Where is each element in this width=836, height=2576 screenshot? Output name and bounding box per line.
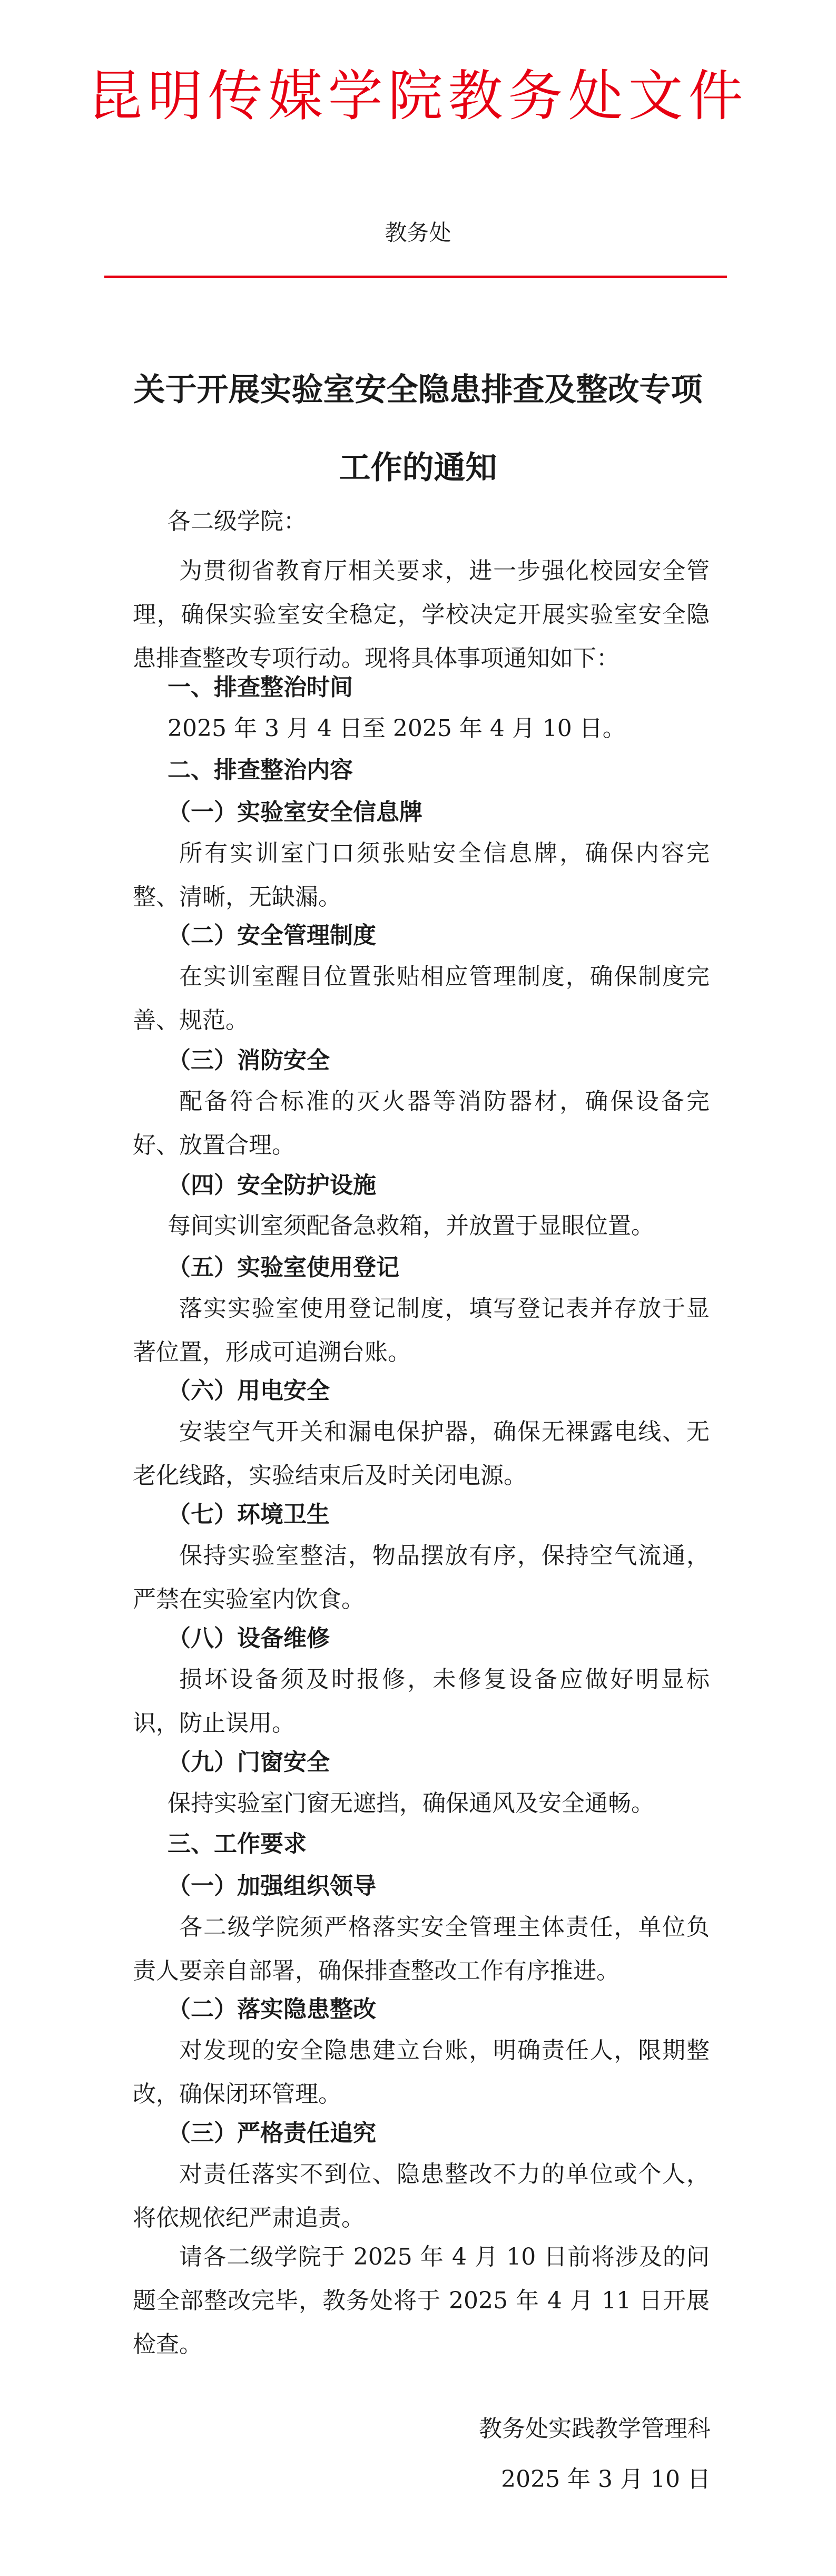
item-title: （六）用电安全	[168, 1377, 330, 1404]
salutation: 各二级学院：	[168, 508, 307, 535]
item-text: 落实实验室使用登记制度，填写登记表并存放于显著位置，形成可追溯台账。	[133, 1295, 710, 1366]
item-title: （九）门窗安全	[168, 1749, 330, 1776]
item-text: 损坏设备须及时报修，未修复设备应做好明显标识，防止误用。	[133, 1666, 710, 1737]
item-text: 配备符合标准的灭火器等消防器材，确保设备完好、放置合理。	[133, 1088, 710, 1159]
item-text: 对发现的安全隐患建立台账，明确责任人，限期整改，确保闭环管理。	[133, 2037, 710, 2108]
item-title: （四）安全防护设施	[168, 1172, 376, 1199]
item-text: 保持实验室整洁，物品摆放有序，保持空气流通，严禁在实验室内饮食。	[133, 1542, 710, 1613]
section-2-heading: 二、排查整治内容	[168, 757, 353, 783]
document-title-line1: 关于开展实验室安全隐患排查及整改专项	[133, 371, 703, 408]
section-3-heading: 三、工作要求	[168, 1830, 307, 1857]
red-divider	[104, 276, 727, 278]
signature-dept: 教务处实践教学管理科	[479, 2415, 711, 2442]
item-text: 安装空气开关和漏电保护器，确保无裸露电线、无老化线路，实验结束后及时关闭电源。	[133, 1418, 710, 1489]
item-title: （五）实验室使用登记	[168, 1254, 399, 1281]
item-title: （二）落实隐患整改	[168, 1996, 376, 2023]
item-text: 各二级学院须严格落实安全管理主体责任，单位负责人要亲自部署，确保排查整改工作有序推进。	[133, 1914, 710, 1984]
item-title: （三）严格责任追究	[168, 2120, 376, 2147]
signature-date: 2025 年 3 月 10 日	[501, 2466, 711, 2493]
item-title: （一）加强组织领导	[168, 1873, 376, 1899]
document-title-line2: 工作的通知	[339, 449, 497, 486]
issuing-office: 教务处	[385, 220, 451, 246]
item-title: （七）环境卫生	[168, 1501, 330, 1528]
intro-paragraph: 为贯彻省教育厅相关要求，进一步强化校园安全管理，确保实验室安全稳定，学校决定开展实验室安全隐患排查整改专项行动。现将具体事项通知如下：	[133, 557, 710, 672]
item-text: 对责任落实不到位、隐患整改不力的单位或个人，将依规依纪严肃追责。	[133, 2161, 710, 2231]
item-text: 每间实训室须配备急救箱，并放置于显眼位置。	[168, 1212, 654, 1239]
closing-paragraph: 请各二级学院于 2025 年 4 月 10 日前将涉及的问题全部整改完毕，教务处将于 2025 年 4 月 11 日开展检查。	[133, 2244, 710, 2358]
item-text: 在实训室醒目位置张贴相应管理制度，确保制度完善、规范。	[133, 963, 710, 1034]
item-title: （八）设备维修	[168, 1625, 330, 1652]
item-title: （三）消防安全	[168, 1047, 330, 1074]
section-1-text: 2025 年 3 月 4 日至 2025 年 4 月 10 日。	[168, 715, 626, 742]
org-red-header: 昆明传媒学院教务处文件	[87, 64, 749, 128]
item-text: 保持实验室门窗无遮挡，确保通风及安全通畅。	[168, 1790, 654, 1817]
item-title: （一）实验室安全信息牌	[168, 799, 422, 826]
section-1-heading: 一、排查整治时间	[168, 674, 353, 701]
item-title: （二）安全管理制度	[168, 922, 376, 949]
item-text: 所有实训室门口须张贴安全信息牌，确保内容完整、清晰，无缺漏。	[133, 840, 710, 910]
